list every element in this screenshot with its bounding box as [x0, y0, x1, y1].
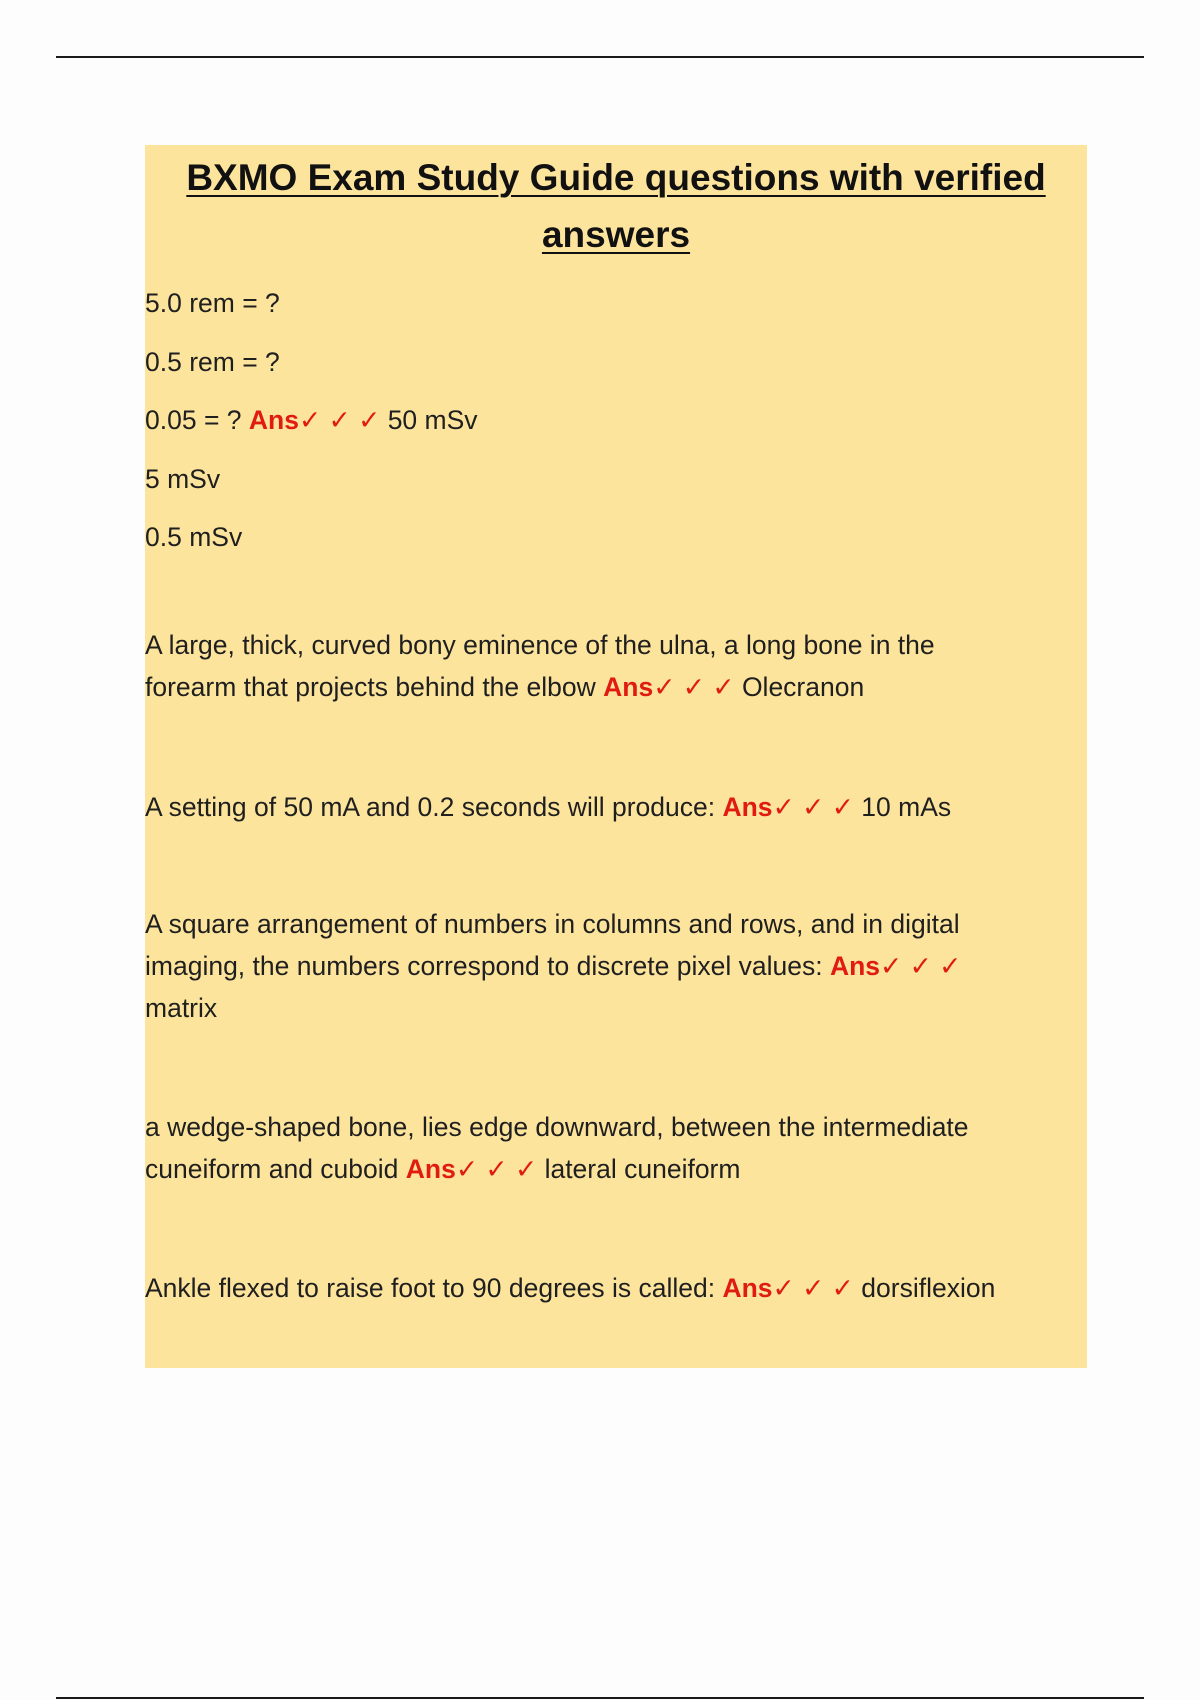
q4-line-2 — [145, 945, 1087, 987]
q2-line-2-text: forearm that projects behind the elbow — [145, 672, 596, 702]
study-guide-content — [145, 145, 1087, 1368]
q4-answer: matrix — [145, 993, 218, 1023]
q5-line-1: a wedge-shaped bone, lies edge downward, between the intermediate — [145, 1112, 969, 1142]
q5-line-2-text: cuneiform and cuboid — [145, 1154, 399, 1184]
check-marks-icon: ✓ ✓ ✓ — [455, 1154, 538, 1184]
q1-answer-2: 5 mSv — [145, 463, 221, 494]
q3-line — [145, 786, 1087, 828]
ans-label: Ans — [829, 951, 881, 981]
q2-line-1: A large, thick, curved bony eminence of the ulna, a long bone in the — [145, 630, 935, 660]
q1-answer-1: 50 mSv — [387, 405, 478, 435]
q3-text: A setting of 50 mA and 0.2 seconds will produce: — [145, 792, 716, 822]
question-5 — [145, 1106, 1087, 1190]
question-4 — [145, 903, 1087, 1029]
title-line-2: answers — [541, 214, 691, 255]
ans-label: Ans — [248, 405, 299, 435]
ans-label: Ans — [405, 1154, 456, 1184]
q6-answer: dorsiflexion — [861, 1273, 996, 1303]
q4-line-2-text: imaging, the numbers correspond to discrete pixel values: — [145, 951, 823, 981]
ans-label: Ans — [603, 672, 654, 702]
check-marks-icon: ✓ ✓ ✓ — [772, 792, 854, 822]
check-marks-icon: ✓ ✓ ✓ — [298, 405, 381, 435]
document-title — [145, 149, 1087, 263]
q5-line-2 — [145, 1148, 1087, 1190]
q6-text: Ankle flexed to raise foot to 90 degrees is called: — [145, 1273, 716, 1303]
top-rule — [56, 56, 1144, 58]
question-6 — [145, 1267, 1087, 1309]
ans-label: Ans — [722, 792, 773, 822]
check-marks-icon: ✓ ✓ ✓ — [772, 1273, 854, 1303]
question-3 — [145, 786, 1087, 828]
q1-line-3 — [145, 399, 1087, 441]
q2-answer: Olecranon — [741, 672, 865, 702]
q5-answer: lateral cuneiform — [544, 1154, 741, 1184]
q1-line-3-text: 0.05 = ? — [145, 405, 242, 435]
q2-line-2 — [145, 666, 1087, 708]
check-marks-icon: ✓ ✓ ✓ — [653, 672, 735, 702]
q1-answer-3: 0.5 mSv — [145, 522, 243, 552]
q4-line-1: A square arrangement of numbers in columns and rows, and in digital — [145, 909, 960, 939]
title-line-1: BXMO Exam Study Guide questions with verified — [186, 157, 1046, 198]
check-marks-icon: ✓ ✓ ✓ — [880, 951, 962, 981]
ans-label: Ans — [722, 1273, 773, 1303]
q3-answer: 10 mAs — [861, 792, 952, 822]
question-1 — [145, 282, 1087, 558]
bottom-rule — [56, 1697, 1144, 1699]
q1-line-2: 0.5 rem = ? — [145, 346, 280, 377]
question-2 — [145, 624, 1087, 708]
q1-line-1: 5.0 rem = ? — [145, 288, 280, 318]
q6-line — [145, 1267, 1087, 1309]
